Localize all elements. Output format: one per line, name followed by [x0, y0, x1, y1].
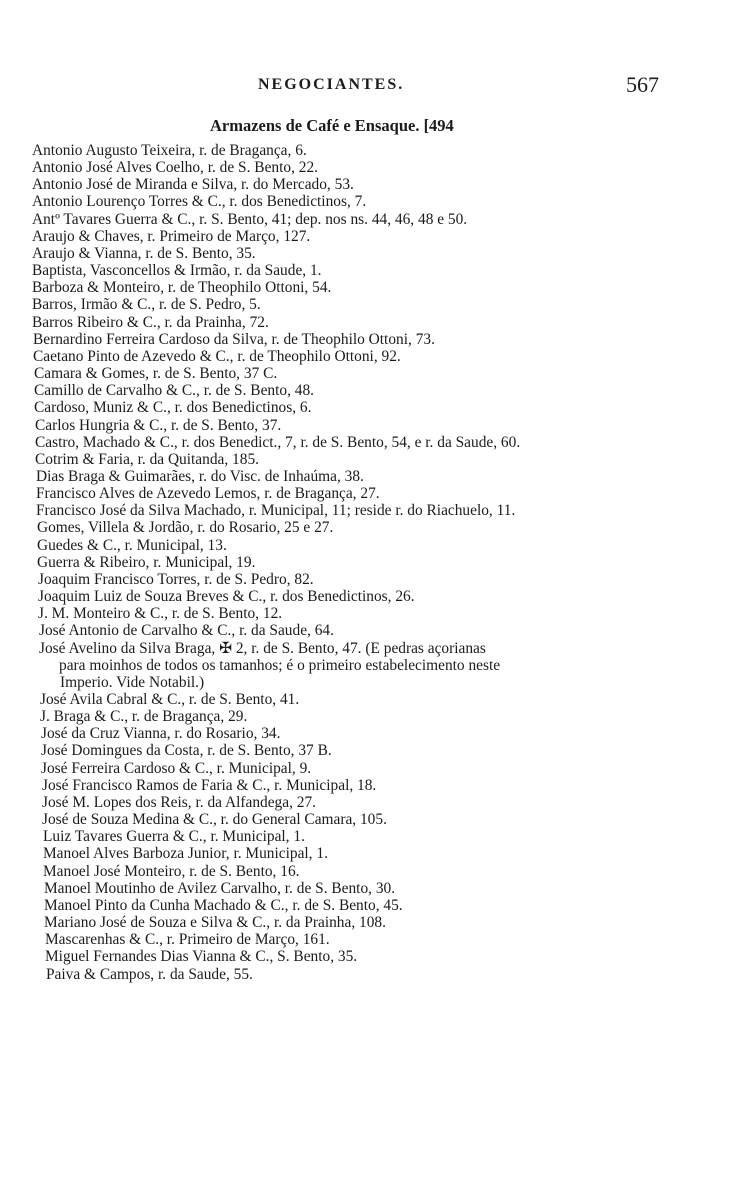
section-heading: Armazens de Café e Ensaque. [494 — [210, 116, 454, 135]
list-item: Carlos Hungria & C., r. de S. Bento, 37. — [35, 416, 282, 434]
list-item: José Avila Cabral & C., r. de S. Bento, 41. — [40, 691, 300, 708]
list-item: Guedes & C., r. Municipal, 13. — [37, 536, 227, 554]
list-item: Baptista, Vasconcellos & Irmão, r. da Saude, 1. — [32, 262, 322, 280]
list-item: Antonio José de Miranda e Silva, r. do Mercado, 53. — [32, 176, 354, 194]
list-item: Mascarenhas & C., r. Primeiro de Março, 161. — [45, 931, 330, 949]
list-item: Dias Braga & Guimarães, r. do Visc. de Inhaúma, 38. — [36, 467, 364, 485]
list-item: Antº Tavares Guerra & C., r. S. Bento, 41; dep. nos ns. 44, 46, 48 e 50. — [32, 210, 468, 228]
list-item-continuation: Imperio. Vide Notabil.) — [60, 673, 205, 691]
list-item: J. M. Monteiro & C., r. de S. Bento, 12. — [38, 605, 283, 623]
list-item: Manoel Moutinho de Avilez Carvalho, r. de S. Bento, 30. — [44, 879, 396, 897]
list-item: Antonio José Alves Coelho, r. de S. Bento, 22. — [32, 159, 319, 177]
list-item: José Avelino da Silva Braga, ✠ 2, r. de S. Bento, 47. (E pedras açorianas — [39, 639, 486, 657]
list-item: José de Souza Medina & C., r. do General Camara, 105. — [42, 811, 387, 829]
list-item: Paiva & Campos, r. da Saude, 55. — [46, 965, 253, 983]
list-item: Antonio Augusto Teixeira, r. de Bragança, 6. — [32, 142, 307, 159]
list-item: Barboza & Monteiro, r. de Theophilo Ottoni, 54. — [32, 279, 332, 297]
list-item: José Francisco Ramos de Faria & C., r. Municipal, 18. — [42, 776, 377, 794]
list-item: Guerra & Ribeiro, r. Municipal, 19. — [37, 553, 256, 571]
page-number: 567 — [626, 72, 659, 97]
list-item: Joaquim Luiz de Souza Breves & C., r. dos Benedictinos, 26. — [38, 588, 415, 606]
list-item: Antonio Lourenço Torres & C., r. dos Benedictinos, 7. — [32, 193, 367, 211]
list-item: Mariano José de Souza e Silva & C., r. da Prainha, 108. — [44, 914, 386, 932]
list-item: Manoel José Monteiro, r. de S. Bento, 16. — [43, 862, 300, 880]
list-item: Manoel Alves Barboza Junior, r. Municipal, 1. — [43, 845, 328, 863]
list-item: José Domingues da Costa, r. de S. Bento, 37 B. — [41, 742, 332, 760]
running-title: NEGOCIANTES. — [258, 76, 405, 93]
list-item: Cardoso, Muniz & C., r. dos Benedictinos, 6. — [34, 399, 312, 417]
list-item: Gomes, Villela & Jordão, r. do Rosario, 25 e 27. — [37, 519, 334, 537]
list-item: Caetano Pinto de Azevedo & C., r. de Theophilo Ottoni, 92. — [33, 347, 401, 365]
list-item: Camillo de Carvalho & C., r. de S. Bento, 48. — [34, 382, 314, 400]
list-item: J. Braga & C., r. de Bragança, 29. — [40, 708, 248, 726]
list-item: Luiz Tavares Guerra & C., r. Municipal, 1. — [43, 828, 305, 846]
list-item: Francisco Alves de Azevedo Lemos, r. de Bragança, 27. — [36, 485, 380, 503]
list-item: José M. Lopes dos Reis, r. da Alfandega, 27. — [42, 793, 317, 811]
list-item: Araujo & Chaves, r. Primeiro de Março, 127. — [32, 227, 311, 245]
list-item: Barros Ribeiro & C., r. da Prainha, 72. — [32, 313, 269, 331]
list-item-continuation: para moinhos de todos os tamanhos; é o primeiro estabelecimento neste — [59, 656, 501, 674]
list-item: José Ferreira Cardoso & C., r. Municipal, 9. — [41, 759, 312, 777]
list-item: Barros, Irmão & C., r. de S. Pedro, 5. — [32, 296, 261, 314]
list-item: José da Cruz Vianna, r. do Rosario, 34. — [41, 725, 281, 743]
merchant-list — [0, 142, 747, 983]
page-header — [0, 72, 747, 100]
list-item: Francisco José da Silva Machado, r. Municipal, 11; reside r. do Riachuelo, 11. — [36, 502, 516, 520]
list-item: Manoel Pinto da Cunha Machado & C., r. de S. Bento, 45. — [44, 896, 403, 914]
list-item: Camara & Gomes, r. de S. Bento, 37 C. — [34, 365, 278, 383]
list-item: José Antonio de Carvalho & C., r. da Saude, 64. — [39, 622, 334, 640]
list-item: Castro, Machado & C., r. dos Benedict., 7, r. de S. Bento, 54, e r. da Saude, 60. — [35, 433, 521, 451]
list-item: Miguel Fernandes Dias Vianna & C., S. Bento, 35. — [45, 948, 358, 966]
list-item: Joaquim Francisco Torres, r. de S. Pedro, 82. — [38, 570, 314, 588]
list-item: Cotrim & Faria, r. da Quitanda, 185. — [35, 450, 259, 468]
list-item: Araujo & Vianna, r. de S. Bento, 35. — [32, 244, 256, 262]
list-item: Bernardino Ferreira Cardoso da Silva, r. de Theophilo Ottoni, 73. — [33, 330, 435, 348]
